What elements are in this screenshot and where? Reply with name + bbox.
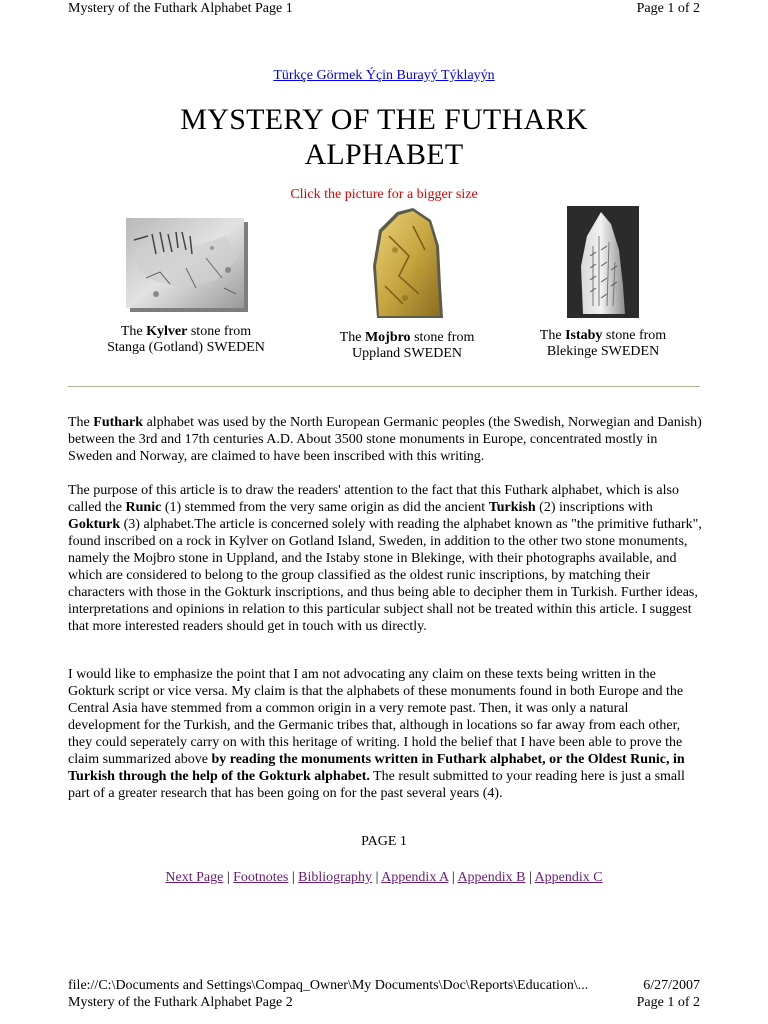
footer-title: Mystery of the Futhark Alphabet Page 2 (68, 995, 293, 1010)
p3-bold-claim: by reading the monuments written in Futhark alphabet, or the Oldest Runic, in Turkish through the help of the Gokturk alphabet. (68, 752, 685, 784)
page-header-count: Page 1 of 2 (636, 1, 700, 16)
istaby-figure (498, 206, 708, 360)
title-line-2: ALPHABET (304, 138, 464, 171)
kylver-name: Kylver (146, 324, 188, 339)
footnotes-link[interactable]: Footnotes (233, 870, 289, 885)
kylver-caption-pre: The (120, 324, 147, 339)
page-navigation (0, 870, 768, 886)
title-line-1: MYSTERY OF THE FUTHARK (180, 103, 588, 136)
page-title (0, 102, 768, 172)
kylver-stone-svg (126, 218, 250, 314)
footer-file-path: file://C:\Documents and Settings\Compaq_Owner\My Documents\Doc\Reports\Education\... (68, 978, 589, 993)
nav-separator: | (291, 870, 295, 885)
next-page-link[interactable]: Next Page (165, 870, 224, 885)
mojbro-figure (302, 206, 512, 362)
p1-text-a: The (68, 415, 94, 430)
p2-bold-runic: Runic (125, 500, 162, 515)
nav-separator: | (226, 870, 230, 885)
footer-date: 6/27/2007 (643, 978, 700, 993)
istaby-caption (498, 328, 708, 360)
kylver-caption-line-1 (81, 324, 291, 340)
p1-bold-futhark: Futhark (93, 415, 144, 430)
appendix-c-link[interactable]: Appendix C (534, 870, 603, 885)
p2-text-e: (2) inscriptions with (535, 500, 653, 515)
p2-bold-turkish: Turkish (488, 500, 536, 515)
istaby-name: Istaby (565, 328, 603, 343)
istaby-stone-svg (567, 206, 639, 318)
enlarge-instruction: Click the picture for a bigger size (290, 187, 478, 202)
bibliography-link[interactable]: Bibliography (298, 870, 373, 885)
appendix-a-link[interactable]: Appendix A (381, 870, 449, 885)
nav-separator: | (375, 870, 379, 885)
mojbro-name: Mojbro (364, 330, 411, 345)
istaby-caption-line-2: Blekinge SWEDEN (546, 344, 660, 359)
p2-text-c: (1) stemmed from the very same origin as did the ancient (161, 500, 489, 515)
kylver-figure (81, 206, 291, 356)
p3-text-a: I would like to emphasize the point that I am not advocating any claim on these texts being written in the Gokturk script or vice versa. My claim is that the alphabets of these monuments found in both Europe and the Central Asia have stemmed from a common origin in a very remote past. Then, it was only a natural development for the Turkish, and the Germanic tribes that, although in locations so far away from each other, they could seperately carry on with this heritage of writing. I hold the belief that I have been able to prove the claim summarized above (68, 667, 684, 767)
footer-page-count: Page 1 of 2 (636, 995, 700, 1010)
mojbro-caption-line-2: Uppland SWEDEN (351, 346, 463, 361)
kylver-caption-line-2: Stanga (Gotland) SWEDEN (107, 340, 265, 355)
mojbro-caption-line-1 (302, 330, 512, 346)
mojbro-caption-post: stone from (410, 330, 475, 345)
horizontal-divider (68, 386, 700, 387)
kylver-caption (81, 324, 291, 356)
mojbro-caption-pre: The (339, 330, 365, 345)
p3-text-c: The result submitted to your reading here is just a small part of a greater research that has been going on for the past several years (4). (68, 769, 685, 801)
mojbro-stone-image[interactable] (369, 206, 445, 320)
language-row (0, 68, 768, 84)
p2-text-a: The purpose of this article is to draw the readers' attention to the fact that this Futhark alphabet, which is also called the (68, 483, 679, 515)
mojbro-caption (302, 330, 512, 362)
p2-text-g: (3) alphabet.The article is concerned solely with reading the alphabet known as "the primitive futhark", found inscribed on a rock in Kylver on Gotland Island, Sweden, in addition to the other two stone monuments, namely the Mojbro stone in Uppland, and the Istaby stone in Blekinge, with their photographs available, and which are considered to belong to the group classified as the oldest runic inscriptions, by matching their characters with those in the Gokturk inscriptions, and thus being able to decipher them in Turkish. Further ideas, interpretations and opinions in relation to this particular subject shall not be treated within this article. I suggest that more interested readers should get in touch with us directly. (68, 517, 702, 634)
mojbro-stone-svg (369, 206, 445, 320)
istaby-caption-line-1 (498, 328, 708, 344)
appendix-b-link[interactable]: Appendix B (457, 870, 526, 885)
kylver-caption-post: stone from (187, 324, 252, 339)
istaby-caption-post: stone from (602, 328, 667, 343)
istaby-stone-image[interactable] (567, 206, 639, 318)
paragraph-2 (68, 482, 702, 635)
page-header-title: Mystery of the Futhark Alphabet Page 1 (68, 1, 293, 16)
paragraph-3 (68, 666, 702, 802)
kylver-stone-image[interactable] (126, 218, 246, 310)
page-number-label: PAGE 1 (361, 834, 407, 849)
nav-separator: | (451, 870, 455, 885)
p1-text-c: alphabet was used by the North European Germanic peoples (the Swedish, Norwegian and Danish) between the 3rd and 17th centuries A.D. About 3500 stone monuments in Europe, concentrated mostly in Sweden and Norway, are claimed to have been inscribed with this writing. (68, 415, 702, 464)
p2-bold-gokturk: Gokturk (68, 517, 121, 532)
istaby-caption-pre: The (539, 328, 566, 343)
paragraph-1 (68, 414, 702, 465)
nav-separator: | (529, 870, 532, 885)
turkish-version-link[interactable]: Türkçe Görmek Ýçin Burayý Týklayýn (273, 68, 495, 83)
